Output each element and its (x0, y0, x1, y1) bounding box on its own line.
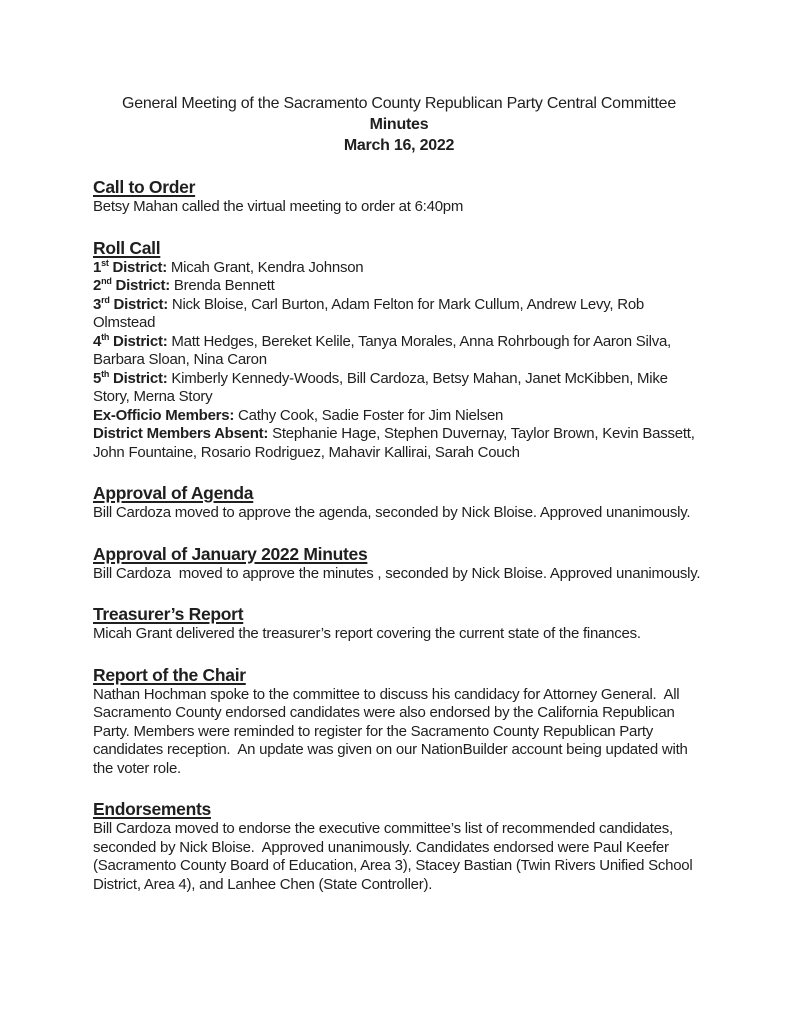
roll-ordinal-suffix: th (101, 331, 110, 342)
roll-call-entry (93, 425, 705, 462)
roll-label-text: District: (108, 258, 167, 276)
roll-label-text: Ex-Officio Members: (93, 406, 235, 424)
section-heading-approval-of-agenda: Approval of Agenda (93, 483, 254, 503)
document-content (93, 93, 705, 894)
section-approval-of-agenda (93, 483, 705, 523)
roll-ordinal: 1 (93, 258, 102, 276)
roll-call-entry-label (93, 425, 268, 442)
roll-label-text: District Members Absent: (93, 425, 269, 442)
section-body-approval-of-agenda: Bill Cardoza moved to approve the agenda, seconded by Nick Bloise. Approved unanimously. (93, 504, 691, 521)
roll-ordinal: 5 (93, 369, 102, 387)
roll-call-entry-label (93, 277, 170, 294)
roll-call-entry-names: Stephanie Hage, Stephen Duvernay, Taylor Brown, Kevin Bassett, John Fountaine, Rosario Rodriguez, Mahavir Kallirai, Sarah Couch (93, 425, 699, 461)
roll-call-entry-names: Matt Hedges, Bereket Kelile, Tanya Morales, Anna Rohrbough for Aaron Silva, Barbara Sloan, Nina Caron (93, 332, 675, 368)
roll-ordinal-suffix: rd (101, 294, 110, 305)
section-body-approval-of-january-minutes: Bill Cardoza moved to approve the minutes , seconded by Nick Bloise. Approved unanimously. (93, 564, 701, 582)
section-approval-of-january-minutes (93, 544, 705, 584)
roll-call-entry-names: Brenda Bennett (169, 277, 275, 294)
roll-call-entry (93, 296, 705, 333)
roll-call-entry (93, 259, 705, 278)
section-body-treasurers-report: Micah Grant delivered the treasurer’s report covering the current state of the finances. (93, 625, 641, 642)
roll-label-text: District: (109, 332, 168, 350)
section-endorsements (93, 799, 705, 894)
roll-label-text: District: (109, 369, 168, 387)
section-treasurers-report (93, 604, 705, 644)
roll-ordinal: 2 (93, 277, 102, 294)
section-heading-endorsements: Endorsements (93, 799, 211, 819)
roll-label-text: District: (109, 295, 168, 313)
roll-call-entry-names: Kimberly Kennedy-Woods, Bill Cardoza, Betsy Mahan, Janet McKibben, Mike Story, Merna Story (93, 369, 672, 405)
document-header (93, 93, 705, 156)
section-body-call-to-order: Betsy Mahan called the virtual meeting to order at 6:40pm (93, 198, 464, 215)
section-heading-treasurers-report: Treasurer’s Report (93, 604, 244, 624)
document-date: March 16, 2022 (343, 137, 455, 154)
section-body-endorsements: Bill Cardoza moved to endorse the executive committee’s list of recommended candidates, seconded by Nick Bloise. Approved unanimously. Candidates endorsed were Paul Keefer (Sacramento County Board of Education, Area 3), Stacey Bastian (Twin Rivers Unified School District, Area 4), and Lanhee Chen (State Controller). (93, 820, 697, 893)
section-roll-call (93, 238, 705, 463)
roll-call-entry-label (93, 296, 168, 313)
section-heading-approval-of-january-minutes: Approval of January 2022 Minutes (93, 543, 368, 564)
roll-call-entry-label (93, 407, 234, 424)
roll-ordinal-suffix: nd (101, 276, 112, 286)
roll-ordinal-suffix: th (101, 368, 110, 379)
section-heading-roll-call: Roll Call (93, 237, 161, 258)
section-heading-call-to-order: Call to Order (93, 177, 196, 197)
roll-call-entry-label (93, 333, 167, 350)
roll-call-entry-names: Micah Grant, Kendra Johnson (166, 258, 364, 276)
roll-call-entry-label (93, 370, 167, 387)
roll-ordinal: 4 (93, 332, 102, 350)
section-call-to-order (93, 177, 705, 217)
roll-ordinal-suffix: st (101, 257, 109, 268)
roll-call-entry-names: Cathy Cook, Sadie Foster for Jim Nielsen (234, 406, 504, 424)
roll-call-entry (93, 333, 705, 370)
section-heading-report-of-the-chair: Report of the Chair (93, 664, 246, 685)
section-report-of-the-chair (93, 665, 705, 779)
roll-ordinal: 3 (93, 295, 102, 313)
roll-call-entry (93, 370, 705, 407)
roll-call-entry-label (93, 259, 167, 276)
roll-call-entry (93, 407, 705, 426)
document-title: General Meeting of the Sacramento County Republican Party Central Committee (122, 95, 676, 112)
roll-call-entry (93, 277, 705, 296)
roll-call-list (93, 259, 705, 463)
roll-call-entry-names: Nick Bloise, Carl Burton, Adam Felton for Mark Cullum, Andrew Levy, Rob Olmstead (93, 295, 648, 331)
document-subtitle: Minutes (369, 116, 429, 133)
roll-label-text: District: (111, 277, 170, 294)
section-body-report-of-the-chair: Nathan Hochman spoke to the committee to discuss his candidacy for Attorney General. All Sacramento County endorsed candidates were also endorsed by the California Republican Party. Members were reminded to register for the Sacramento County Republican Party candidates reception. An update was given on our NationBuilder account being updated with the voter role. (93, 685, 692, 777)
